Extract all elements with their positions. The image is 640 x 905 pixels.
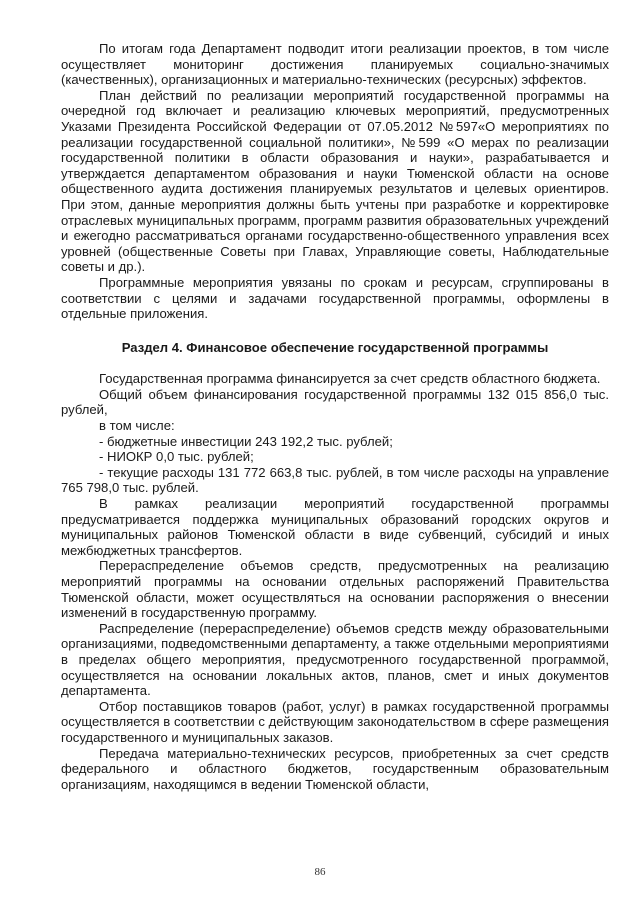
- paragraph-program-activities: Программные мероприятия увязаны по срокам и ресурсам, сгруппированы в соответствии с целями и задачами государственной программы, оформлены в отдельные приложения.: [61, 274, 609, 322]
- document-body: [61, 41, 609, 792]
- section-heading: Раздел 4. Финансовое обеспечение государственной программы: [121, 339, 549, 355]
- paragraph-municipal-support: В рамках реализации мероприятий государственной программы предусматривается поддержка муниципальных образований городских округов и муниципальных районов Тюменской области в виде субвенций, субсидий и иных межбюджетных трансфертов.: [61, 496, 609, 558]
- paragraph-monitoring: По итогам года Департамент подводит итоги реализации проектов, в том числе осуществляет мониторинг достижения планируемых социально-значимых (качественных), организационных и материально-технических (ресурсных) эффектов.: [61, 41, 609, 88]
- paragraph-redistribution-organizations: Распределение (перераспределение) объемов средств между образовательными организациями, подведомственными департаменту, а также отдельными мероприятиями в пределах общего мероприятия, предусмотренного государственной программой, осуществляется на основании локальных актов, планов, смет и иных документов департамента.: [61, 620, 609, 699]
- list-item-niokr: - НИОКР 0,0 тыс. рублей;: [99, 449, 254, 465]
- paragraph-total-funding: Общий объем финансирования государственной программы 132 015 856,0 тыс. рублей,: [61, 386, 609, 418]
- paragraph-action-plan: План действий по реализации мероприятий государственной программы на очередной год включает и реализацию ключевых мероприятий, предусмотренных Указами Президента Российской Федерации от 07.05.2012 №597«О мероприятиях по реализации государственной социальной политики», №599 «О мерах по реализации государственной политики в области образования и науки», разрабатывается и утверждается департаментом образования и науки Тюменской области на основе общественного аудита достижения планируемых результатов и целевых ориентиров. При этом, данные мероприятия должны быть учтены при разработке и корректировке отраслевых муниципальных программ, программ развития образовательных учреждений и ежегодно рассматриваться органами государственно-общественного управления всех уровней (общественные Советы при Главах, Управляющие советы, Наблюдательные советы и др.).: [61, 87, 609, 275]
- page-number: 86: [314, 866, 326, 878]
- paragraph-funding-source: Государственная программа финансируется за счет средств областного бюджета.: [99, 371, 601, 387]
- paragraph-resource-transfer: Передача материально-технических ресурсов, приобретенных за счет средств федерального и областного бюджетов, государственным образовательным организациям, находящимся в ведении Тюменской области,: [61, 745, 609, 792]
- paragraph-including: в том числе:: [99, 418, 175, 434]
- paragraph-redistribution-orders: Перераспределение объемов средств, предусмотренных на реализацию мероприятий программы на основании отдельных распоряжений Правительства Тюменской области, может осуществляться на основании распоряжения о внесении изменений в государственную программу.: [61, 558, 609, 621]
- paragraph-supplier-selection: Отбор поставщиков товаров (работ, услуг) в рамках государственной программы осуществляется в соответствии с действующим законодательством в сфере размещения государственного и муниципальных заказов.: [61, 698, 609, 745]
- list-item-investments: - бюджетные инвестиции 243 192,2 тыс. рублей;: [99, 433, 393, 449]
- list-item-current-expenses: - текущие расходы 131 772 663,8 тыс. рублей, в том числе расходы на управление 765 798,0 тыс. рублей.: [61, 464, 609, 496]
